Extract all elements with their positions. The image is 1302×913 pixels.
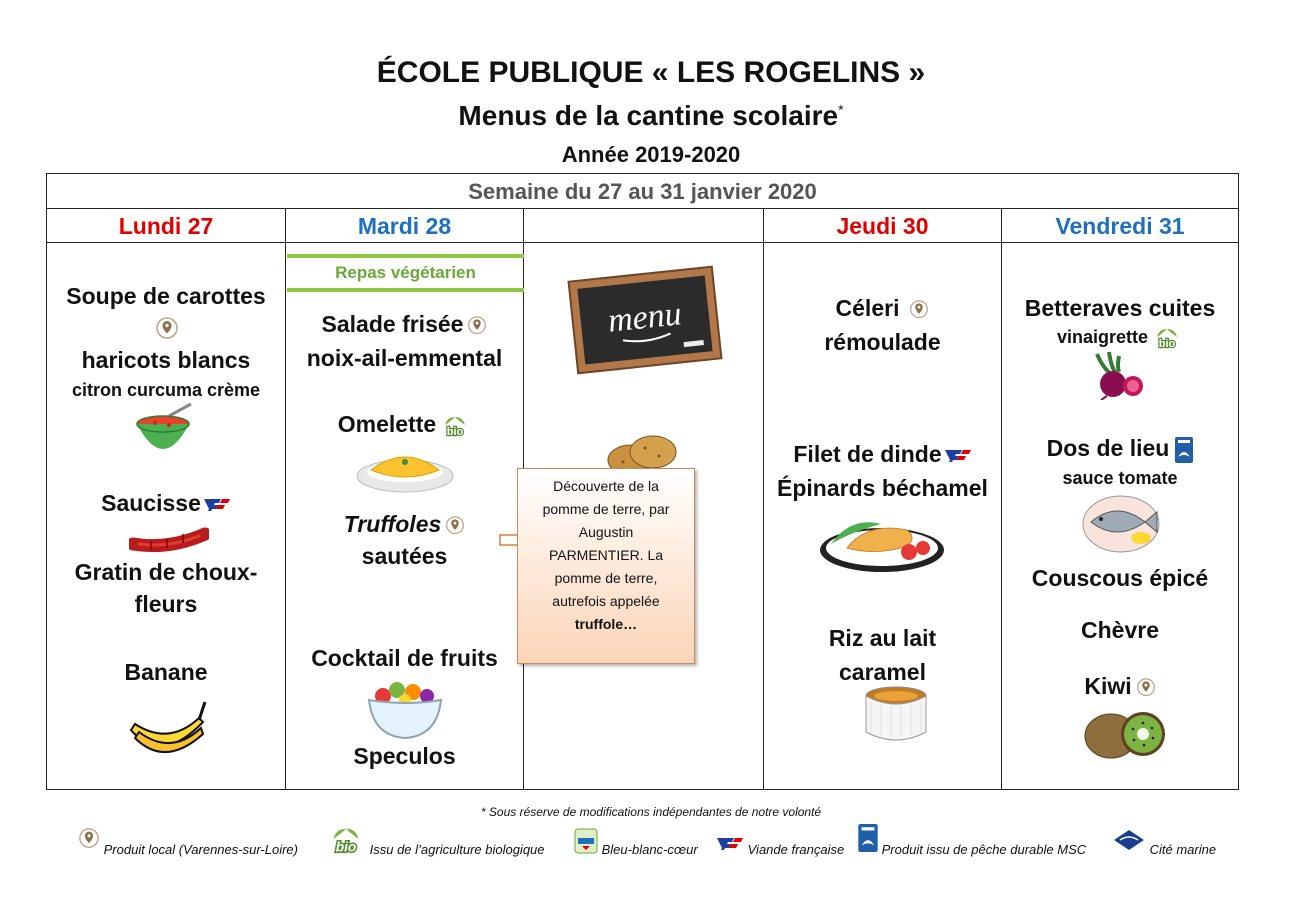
thursday-side: Épinards béchamel <box>777 475 988 501</box>
friday-side: Couscous épicé <box>1031 565 1209 591</box>
fish-dish-icon <box>1081 492 1161 559</box>
bio-icon <box>439 415 471 437</box>
callout-line: PARMENTIER. La <box>548 547 664 563</box>
omelette-icon <box>355 442 455 499</box>
bio-icon <box>1151 327 1183 349</box>
footnote: * Sous réserve de modifications indépendantes de notre volonté <box>480 805 822 819</box>
friday-main-line2: sauce tomate <box>1062 468 1178 488</box>
monday-side-line2: fleurs <box>134 591 198 617</box>
tuesday-dessert: Cocktail de fruits <box>311 645 498 671</box>
local-pin-icon <box>467 315 487 337</box>
local-pin-icon <box>909 299 929 321</box>
callout-line: Augustin <box>578 524 634 540</box>
svg-text:bio: bio <box>1158 338 1176 350</box>
tuesday-starter <box>286 308 523 340</box>
friday-starter-line2 <box>1002 325 1238 349</box>
legend-vf <box>716 836 845 857</box>
callout-line: Découverte de la <box>553 478 659 494</box>
cite-marine-icon <box>1112 828 1146 852</box>
thursday-starter-line2: rémoulade <box>824 329 941 355</box>
legend-cite <box>1112 828 1217 857</box>
local-pin-icon <box>445 515 465 537</box>
bio-icon <box>326 826 366 854</box>
school-year: Année 2019-2020 <box>561 142 741 167</box>
row-divider <box>47 242 1238 243</box>
vegetarian-banner: Repas végétarien <box>287 254 524 292</box>
friday-main-text: Dos de lieu <box>1046 435 1170 461</box>
legend-bio <box>326 826 545 857</box>
msc-icon <box>1175 437 1193 463</box>
sausage-icon <box>129 524 209 559</box>
tuesday-main-text: Omelette <box>337 411 437 437</box>
callout-line: pomme de terre, <box>554 570 658 586</box>
tuesday-main <box>286 408 523 440</box>
friday-starter-line2-text: vinaigrette <box>1056 327 1149 347</box>
local-pin-icon <box>155 316 179 347</box>
day-monday: Lundi 27 <box>118 213 214 239</box>
tuesday-starter-line2: noix-ail-emmental <box>306 345 503 371</box>
friday-starter: Betteraves cuites <box>1024 295 1216 321</box>
chalk-menu-text: menu <box>606 295 684 340</box>
monday-side: Gratin de choux- <box>74 559 258 585</box>
friday-dessert-text: Kiwi <box>1084 673 1132 699</box>
week-heading: Semaine du 27 au 31 janvier 2020 <box>47 174 1238 209</box>
potato-history-callout <box>517 468 695 664</box>
local-pin-icon <box>78 826 100 852</box>
day-tuesday: Mardi 28 <box>357 213 452 239</box>
fruit-salad-icon <box>363 674 447 745</box>
thursday-dessert: Riz au lait <box>828 625 937 651</box>
callout-line: autrefois appelée <box>552 593 660 609</box>
banana-icon <box>129 698 209 763</box>
soup-bowl-icon <box>135 402 195 461</box>
title-asterisk: * <box>838 101 844 118</box>
thursday-starter-text: Céleri <box>835 295 900 321</box>
friday-main <box>1002 432 1238 464</box>
day-wednesday <box>524 208 763 242</box>
friday-cheese: Chèvre <box>1081 617 1159 643</box>
monday-dessert: Banane <box>124 659 208 685</box>
day-thursday: Jeudi 30 <box>836 213 929 239</box>
legend-cite-label: Cité marine <box>1149 842 1217 857</box>
tuesday-side <box>286 508 523 540</box>
msc-icon <box>858 824 878 852</box>
legend-msc <box>858 824 1087 857</box>
chalkboard-menu-icon <box>565 260 725 385</box>
callout-line: pomme de terre, par <box>542 501 670 517</box>
menu-table <box>46 173 1239 790</box>
rice-pudding-icon <box>861 682 931 753</box>
viande-francaise-icon <box>203 497 231 513</box>
friday-dessert <box>1002 670 1238 702</box>
tuesday-side-line2: sautées <box>361 543 448 569</box>
turkey-fillet-icon <box>817 504 947 583</box>
day-friday: Vendredi 31 <box>1055 213 1185 239</box>
monday-main-text: Saucisse <box>101 490 201 516</box>
thursday-starter <box>764 292 1001 324</box>
thursday-main-text: Filet de dinde <box>793 441 942 467</box>
legend-local-label: Produit local (Varennes-sur-Loire) <box>103 842 298 857</box>
thursday-main <box>764 438 1001 470</box>
monday-starter-line3: citron curcuma crème <box>71 380 261 400</box>
legend-vf-label: Viande française <box>747 842 845 857</box>
legend-local <box>78 826 298 857</box>
legend-bbc-label: Bleu-blanc-cœur <box>601 842 698 857</box>
monday-starter-line2: haricots blancs <box>81 347 251 373</box>
tuesday-dessert-line2: Speculos <box>353 743 456 769</box>
local-pin-icon <box>1136 677 1156 699</box>
bleu-blanc-coeur-icon <box>574 828 598 854</box>
viande-francaise-icon <box>944 448 972 464</box>
beetroot-icon <box>1087 350 1149 405</box>
kiwi-icon <box>1081 710 1171 767</box>
tuesday-side-text: Truffoles <box>343 511 442 537</box>
school-title: ÉCOLE PUBLIQUE « LES ROGELINS » <box>376 56 926 89</box>
page-title <box>0 100 1302 132</box>
monday-starter: Soupe de carottes <box>66 283 266 309</box>
thursday-dessert-line2: caramel <box>839 659 926 685</box>
legend-msc-label: Produit issu de pêche durable MSC <box>881 842 1087 857</box>
callout-bold-word: truffole… <box>574 616 638 632</box>
column-divider <box>285 208 286 790</box>
legend-bbc <box>574 828 698 857</box>
tuesday-starter-text: Salade frisée <box>321 311 464 337</box>
viande-francaise-icon <box>716 836 744 852</box>
monday-main <box>47 487 285 519</box>
svg-text:bio: bio <box>446 425 464 437</box>
svg-text:bio: bio <box>335 839 357 854</box>
legend-bio-label: Issu de l’agriculture biologique <box>369 842 545 857</box>
page-title-text: Menus de la cantine scolaire <box>458 100 839 131</box>
